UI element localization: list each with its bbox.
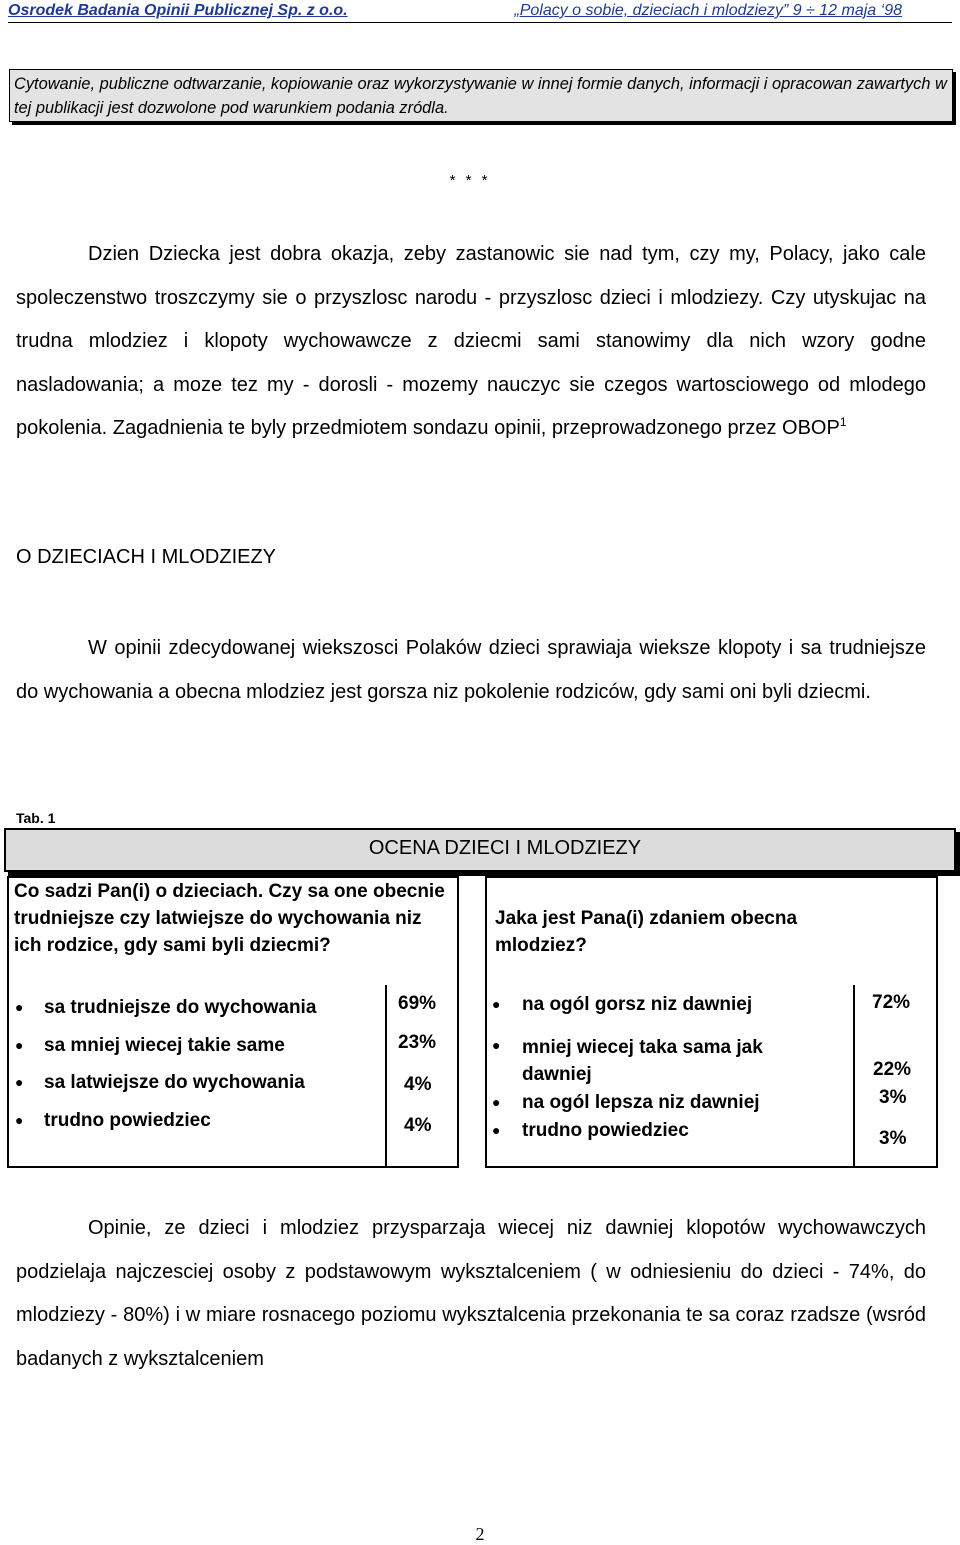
copyright-notice: Cytowanie, publiczne odtwarzanie, kopiowanie oraz wykorzystywanie w innej formie danych, informacji i opracowan zawartych w tej publikacji jest dozwolone pod warunkiem podania zródla. (9, 69, 953, 122)
row-value: 69% (398, 993, 437, 1014)
bullet-icon: ● (15, 999, 24, 1015)
row-value: 4% (404, 1115, 432, 1136)
page-header (8, 0, 952, 22)
section-paragraph-text: W opinii zdecydowanej wiekszosci Polaków dzieci sprawiaja wieksze klopoty i sa trudniejsze do wychowania a obecna mlodziez jest gorsza niz pokolenie rodziców, gdy sami oni byli dziecmi. (16, 637, 926, 703)
header-rule (8, 22, 952, 23)
table-label: Tab. 1 (16, 810, 56, 826)
table-title: OCENA DZIECI I MLODZIEZY (4, 828, 956, 872)
header-report-title: „Polacy o sobie, dzieciach i mlodziezy” 9 ÷ 12 maja ‘98 (514, 2, 902, 19)
bullet-icon: ● (492, 1037, 501, 1053)
closing-paragraph-text: Opinie, ze dzieci i mlodziez przysparzaja wiecej niz dawniej klopotów wychowawczych podzielaja najczesciej osoby z podstawowym wyksztalceniem ( w odniesieniu do dzieci - 74%, do mlodziezy - 80%) i w miare rosnacego poziomu wyksztalcenia przekonania te sa coraz rzadsze (wsród badanych z wyksztalceniem (16, 1217, 926, 1370)
section-paragraph (16, 627, 926, 714)
intro-text: Dzien Dziecka jest dobra okazja, zeby zastanowic sie nad tym, czy my, Polacy, jako cale spoleczenstwo troszczymy sie o przyszlosc narodu - przyszlosc dzieci i mlodziezy. Czy utyskujac na trudna mlodziez i klopoty wychowawcze z dziecmi sami stanowimy dla nich wzory godne nasladowania; a moze tez my - dorosli - mozemy nauczyc sie czegos wartosciowego od mlodego pokolenia. Zagadnienia te byly przedmiotem sondazu opinii, przeprowadzonego przez OBOP (16, 243, 926, 439)
bullet-icon: ● (15, 1037, 24, 1053)
bullet-icon: ● (15, 1074, 24, 1090)
row-value: 3% (879, 1128, 907, 1149)
row-value: 23% (398, 1032, 437, 1053)
header-org: Osrodek Badania Opinii Publicznej Sp. z o.o. (8, 2, 348, 19)
row-label: na ogól gorsz niz dawniej (522, 994, 753, 1015)
row-label: sa trudniejsze do wychowania (44, 997, 317, 1018)
section-separator: * * * (449, 172, 491, 189)
table-right-question: Jaka jest Pana(i) zdaniem obecna mlodziez? (495, 908, 798, 956)
row-label: trudno powiedziec (522, 1120, 689, 1141)
row-value: 22% (873, 1059, 912, 1080)
row-label: trudno powiedziec (44, 1110, 211, 1131)
footnote-mark: 1 (839, 415, 847, 429)
row-label: sa latwiejsze do wychowania (44, 1072, 305, 1093)
row-label: na ogól lepsza niz dawniej (522, 1092, 760, 1113)
page-number: 2 (475, 1524, 485, 1544)
row-value: 4% (404, 1074, 432, 1095)
intro-paragraph (16, 233, 926, 453)
bullet-icon: ● (15, 1112, 24, 1128)
row-value: 72% (872, 992, 911, 1013)
row-label: mniej wiecej taka sama jak dawniej (522, 1037, 763, 1085)
row-label: sa mniej wiecej takie same (44, 1035, 285, 1056)
bullet-icon: ● (492, 1094, 501, 1110)
closing-paragraph (16, 1207, 926, 1381)
section-heading: O DZIECIACH I MLODZIEZY (16, 546, 277, 568)
table-right-divider (853, 985, 855, 1168)
row-value: 3% (879, 1087, 907, 1108)
bullet-icon: ● (492, 1122, 501, 1138)
table-left-question: Co sadzi Pan(i) o dzieciach. Czy sa one obecnie trudniejsze czy latwiejsze do wychowania niz ich rodzice, gdy sami byli dziecmi? (14, 881, 445, 956)
bullet-icon: ● (492, 996, 501, 1012)
table-left-divider (385, 985, 387, 1168)
